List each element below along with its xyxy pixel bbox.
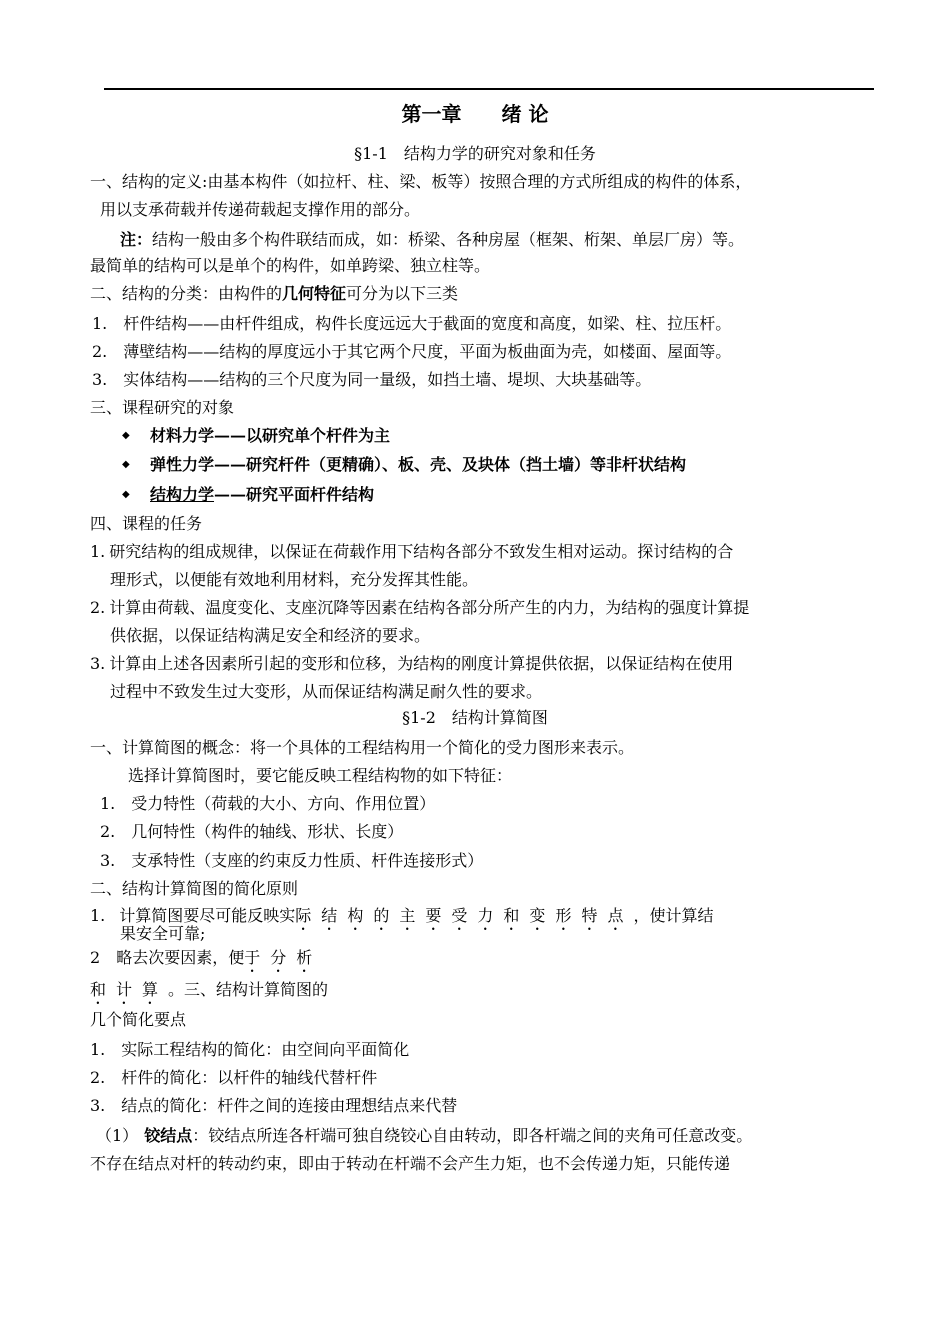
emphasis-char: 和 xyxy=(90,980,107,999)
object-heading: 三、课程研究的对象 xyxy=(90,398,235,417)
header-rule xyxy=(104,88,874,90)
principle-item-2-dotted xyxy=(244,948,322,967)
principle-item-2-cont: 和 计 算 。三、结构计算简图的 xyxy=(90,980,329,999)
emphasis-char: 主 xyxy=(399,906,416,925)
note-label: 注： xyxy=(120,230,153,249)
classification-heading: 二、结构的分类：由构件的几何特征可分为以下三类 xyxy=(90,284,459,303)
emphasis-char: 于 xyxy=(244,948,261,967)
emphasis-char: 特 xyxy=(581,906,598,925)
simplification-heading: 几个简化要点 xyxy=(90,1010,187,1029)
choose-line: 选择计算简图时，要它能反映工程结构物的如下特征： xyxy=(128,766,513,785)
point-item-3: 3. 结点的简化：杆件之间的连接由理想结点来代替 xyxy=(90,1096,458,1115)
emphasis-char: 计 xyxy=(116,980,133,999)
task-item-2-cont: 供依据，以保证结构满足安全和经济的要求。 xyxy=(110,626,431,645)
task-item-3-cont: 过程中不致发生过大变形，从而保证结构满足耐久性的要求。 xyxy=(110,682,543,701)
task-item-2: 2. 计算由荷载、温度变化、支座沉降等因素在结构各部分所产生的内力，为结构的强度计算提 xyxy=(90,598,750,617)
object-item-1: 材料力学——以研究单个杆件为主 xyxy=(150,426,391,445)
emphasis-char: 形 xyxy=(555,906,572,925)
emphasis-char: 力 xyxy=(477,906,494,925)
hinge-node-paragraph: （1） 铰结点：铰结点所连各杆端可独自绕铰心自由转动，即各杆端之间的夹角可任意改变。 xyxy=(96,1126,753,1145)
concept-line: 一、计算简图的概念：将一个具体的工程结构用一个简化的受力图形来表示。 xyxy=(90,738,635,757)
emphasis-char: 分 xyxy=(270,948,287,967)
emphasis-char: 要 xyxy=(425,906,442,925)
point-item-1: 1. 实际工程结构的简化：由空间向平面简化 xyxy=(90,1040,410,1059)
bullet-icon: ◆ xyxy=(122,489,130,500)
emphasis-char: 析 xyxy=(296,948,313,967)
feature-item-2: 2. 几何特性（构件的轴线、形状、长度） xyxy=(100,822,404,841)
task-item-1-cont: 理形式，以便能有效地利用材料，充分发挥其性能。 xyxy=(110,570,479,589)
hinge-node-paragraph-cont: 不存在结点对杆的转动约束，即由于转动在杆端不会产生力矩，也不会传递力矩，只能传递 xyxy=(90,1154,731,1173)
emphasis-char: 的 xyxy=(373,906,390,925)
principle-item-1: 1. 计算简图要尽可能反映实际 结 构 的 主 要 受 力 和 变 形 特 点 ，使计算结 xyxy=(90,906,714,925)
principle-item-2-cont-dotted xyxy=(90,980,168,999)
type-item-2: 2. 薄壁结构——结构的厚度远小于其它两个尺度，平面为板曲面为壳，如楼面、屋面等。 xyxy=(92,342,732,361)
principle-item-2: 2 略去次要因素，便于 分 析 xyxy=(90,948,322,976)
emphasis-char: 受 xyxy=(451,906,468,925)
chapter-title: 第一章 绪 论 xyxy=(401,102,549,126)
emphasis-char: 际 xyxy=(295,906,312,925)
emphasis-char: 构 xyxy=(347,906,364,925)
note-text: 结构一般由多个构件联结而成，如：桥梁、各种房屋（框架、桁架、单层厂房）等。 xyxy=(152,230,745,249)
emphasis-char: 结 xyxy=(321,906,338,925)
point-item-2: 2. 杆件的简化：以杆件的轴线代替杆件 xyxy=(90,1068,378,1087)
bullet-icon: ◆ xyxy=(122,459,130,470)
structure-definition: 一、结构的定义:由基本构件（如拉杆、柱、梁、板等）按照合理的方式所组成的构件的体系， xyxy=(90,172,752,191)
note-paragraph-cont: 最简单的结构可以是单个的构件，如单跨梁、独立柱等。 xyxy=(90,256,491,275)
emphasis-char: 算 xyxy=(142,980,159,999)
principle-item-1-dotted xyxy=(295,906,633,925)
emphasis-char: 变 xyxy=(529,906,546,925)
principle-heading: 二、结构计算简图的简化原则 xyxy=(90,879,299,898)
task-item-1: 1. 研究结构的组成规律，以保证在荷载作用下结构各部分不致发生相对运动。探讨结构的合 xyxy=(90,542,734,561)
feature-item-1: 1. 受力特性（荷载的大小、方向、作用位置） xyxy=(100,794,436,813)
type-item-1: 1. 杆件结构——由杆件组成，构件长度远远大于截面的宽度和高度，如梁、柱、拉压杆。 xyxy=(92,314,732,333)
task-item-3: 3. 计算由上述各因素所引起的变形和位移，为结构的刚度计算提供依据，以保证结构在使用 xyxy=(90,654,734,673)
note-paragraph xyxy=(120,230,744,250)
object-item-2: 弹性力学——研究杆件（更精确）、板、壳、及块体（挡土墙）等非杆状结构 xyxy=(150,455,687,474)
structure-definition-cont: 用以支承荷载并传递荷载起支撑作用的部分。 xyxy=(100,200,421,219)
principle-item-1-cont: 果安全可靠; xyxy=(120,924,206,943)
bullet-icon: ◆ xyxy=(122,430,130,441)
emphasis-char: 和 xyxy=(503,906,520,925)
object-item-3: 结构力学——研究平面杆件结构 xyxy=(150,485,375,504)
section-1-heading: §1-1 结构力学的研究对象和任务 xyxy=(354,144,596,163)
feature-item-3: 3. 支承特性（支座的约束反力性质、杆件连接形式） xyxy=(100,851,484,870)
task-heading: 四、课程的任务 xyxy=(90,514,203,533)
type-item-3: 3. 实体结构——结构的三个尺度为同一量级，如挡土墙、堤坝、大块基础等。 xyxy=(92,370,652,389)
hinge-node-label: 铰结点 xyxy=(144,1126,193,1145)
emphasis-char: 点 xyxy=(607,906,624,925)
section-2-heading: §1-2 结构计算简图 xyxy=(402,708,548,727)
